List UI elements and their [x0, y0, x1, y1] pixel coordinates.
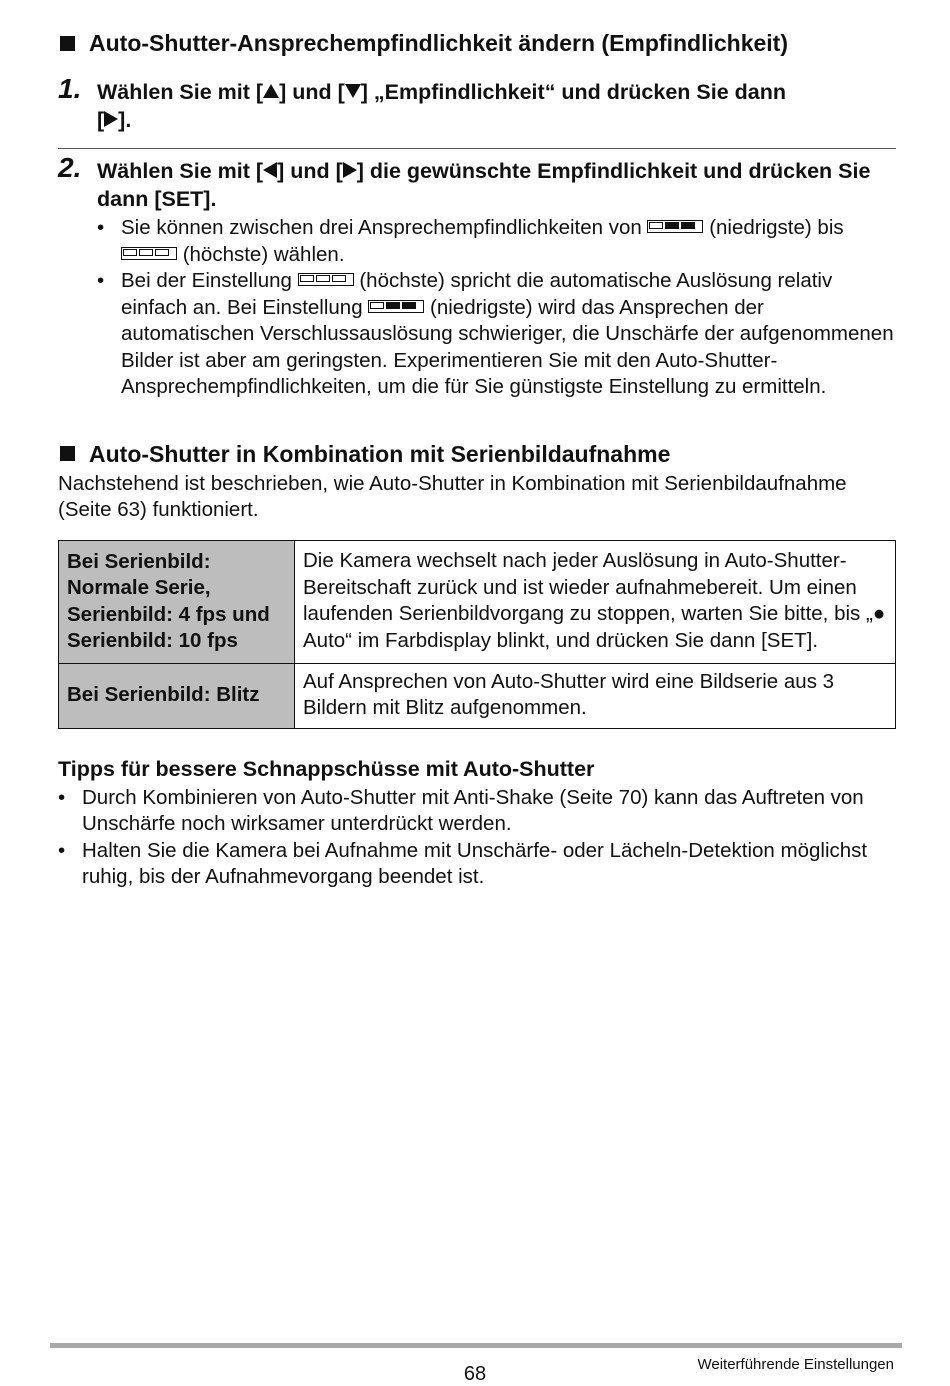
arrow-right-icon	[343, 162, 357, 178]
note-text: (niedrigste) wird das Ansprechen der automatischen Verschlussauslösung schwieriger, die Unschärfe der aufgenommenen Bilder ist aber am geringsten. Experimentieren Sie mit den Auto-Shutter-Ansprechempfindlichkeiten, um die für Sie günstigste Einstellung zu ermitteln.	[121, 295, 894, 398]
table-value-cell: Auf Ansprechen von Auto-Shutter wird eine Bildserie aus 3 Bildern mit Blitz aufgenommen.	[295, 663, 896, 728]
footer-divider	[50, 1343, 902, 1348]
step-2-notes	[97, 215, 896, 401]
list-item	[97, 268, 896, 401]
step-text: Wählen Sie mit [	[97, 159, 264, 183]
step-number: 1.	[58, 73, 82, 104]
section-heading-burst	[58, 439, 896, 469]
section-intro: Nachstehend ist beschrieben, wie Auto-Shutter in Kombination mit Serienbildaufnahme (Seite 63) funktioniert.	[58, 471, 847, 521]
key-line: Bei Serienbild:	[67, 549, 211, 573]
bullet: •	[58, 838, 66, 862]
note-text: Bei der Einstellung	[121, 269, 292, 292]
table-key-cell	[59, 540, 295, 663]
bullet: •	[58, 785, 66, 809]
list-item	[58, 838, 896, 891]
step-1	[58, 73, 896, 134]
key-line: Serienbild: 4 fps und	[67, 602, 270, 626]
bullet: •	[97, 216, 105, 239]
step-text: ] „Empfindlichkeit“ und drücken Sie dann	[360, 80, 786, 104]
arrow-down-icon	[345, 84, 361, 98]
square-bullet-icon	[60, 36, 75, 51]
sensitivity-low-icon	[368, 300, 424, 313]
note-text: (niedrigste) bis	[709, 216, 844, 239]
step-text: ].	[118, 108, 132, 132]
key-line: Serienbild: 10 fps	[67, 629, 238, 652]
table-row	[59, 540, 896, 663]
note-text: (höchste) spricht die automatische Auslösung relativ einfach an. Bei Einstellung	[121, 269, 833, 319]
tips-list	[58, 785, 896, 891]
arrow-right-icon	[104, 111, 118, 127]
section-heading-sensitivity	[58, 28, 896, 58]
tips-heading: Tipps für bessere Schnappschüsse mit Auto-Shutter	[58, 756, 595, 781]
sensitivity-high-icon	[121, 247, 177, 260]
table-row	[59, 663, 896, 728]
step-2	[58, 152, 896, 213]
cell-text: Die Kamera wechselt nach jeder Auslösung in Auto-Shutter-Bereitschaft zurück und ist wieder aufnahmebereit. Um einen laufenden Serienbildvorgang zu stoppen, warten Sie bitte, bis „	[303, 549, 873, 625]
table-key-cell: Bei Serienbild: Blitz	[59, 663, 295, 728]
table-value-cell	[295, 540, 896, 663]
page-number: 68	[463, 1363, 487, 1385]
tip-text: Durch Kombinieren von Auto-Shutter mit Anti-Shake (Seite 70) kann das Auftreten von Unschärfe noch wirksamer unterdrückt werden.	[82, 785, 864, 835]
cell-text: Auto“ im Farbdisplay blinkt, und drücken Sie dann [SET].	[303, 628, 819, 652]
step-text: ] und [	[277, 159, 343, 183]
list-item	[58, 785, 896, 838]
tip-text: Halten Sie die Kamera bei Aufnahme mit Unschärfe- oder Lächeln-Detektion möglichst ruhig, bis der Aufnahmevorgang beendet ist.	[82, 838, 868, 888]
auto-shutter-dot-icon: ●	[872, 602, 886, 625]
key-line: Normale Serie,	[67, 576, 211, 599]
bullet: •	[97, 269, 105, 292]
step-divider	[58, 148, 896, 149]
step-text: [	[97, 108, 105, 132]
note-text: Sie können zwischen drei Ansprechempfindlichkeiten von	[121, 216, 642, 239]
list-item	[97, 215, 896, 268]
step-number: 2.	[58, 152, 82, 183]
burst-mode-table	[58, 540, 896, 729]
footer-section-name: Weiterführende Einstellungen	[697, 1356, 894, 1373]
step-text: ] die gewünschte Empfindlichkeit und drücken Sie dann [SET].	[97, 159, 871, 211]
step-text: Wählen Sie mit [	[97, 80, 264, 104]
note-text: (höchste) wählen.	[182, 242, 345, 266]
sensitivity-high-icon	[298, 273, 354, 286]
arrow-left-icon	[263, 162, 277, 178]
section-heading-text: Auto-Shutter in Kombination mit Serienbildaufnahme	[89, 440, 671, 467]
step-text: ] und [	[279, 80, 345, 104]
page-content	[58, 28, 896, 891]
section-heading-text: Auto-Shutter-Ansprechempfindlichkeit ändern (Empfindlichkeit)	[89, 30, 788, 56]
square-bullet-icon	[60, 446, 75, 461]
arrow-up-icon	[263, 84, 279, 98]
sensitivity-low-icon	[647, 220, 703, 233]
